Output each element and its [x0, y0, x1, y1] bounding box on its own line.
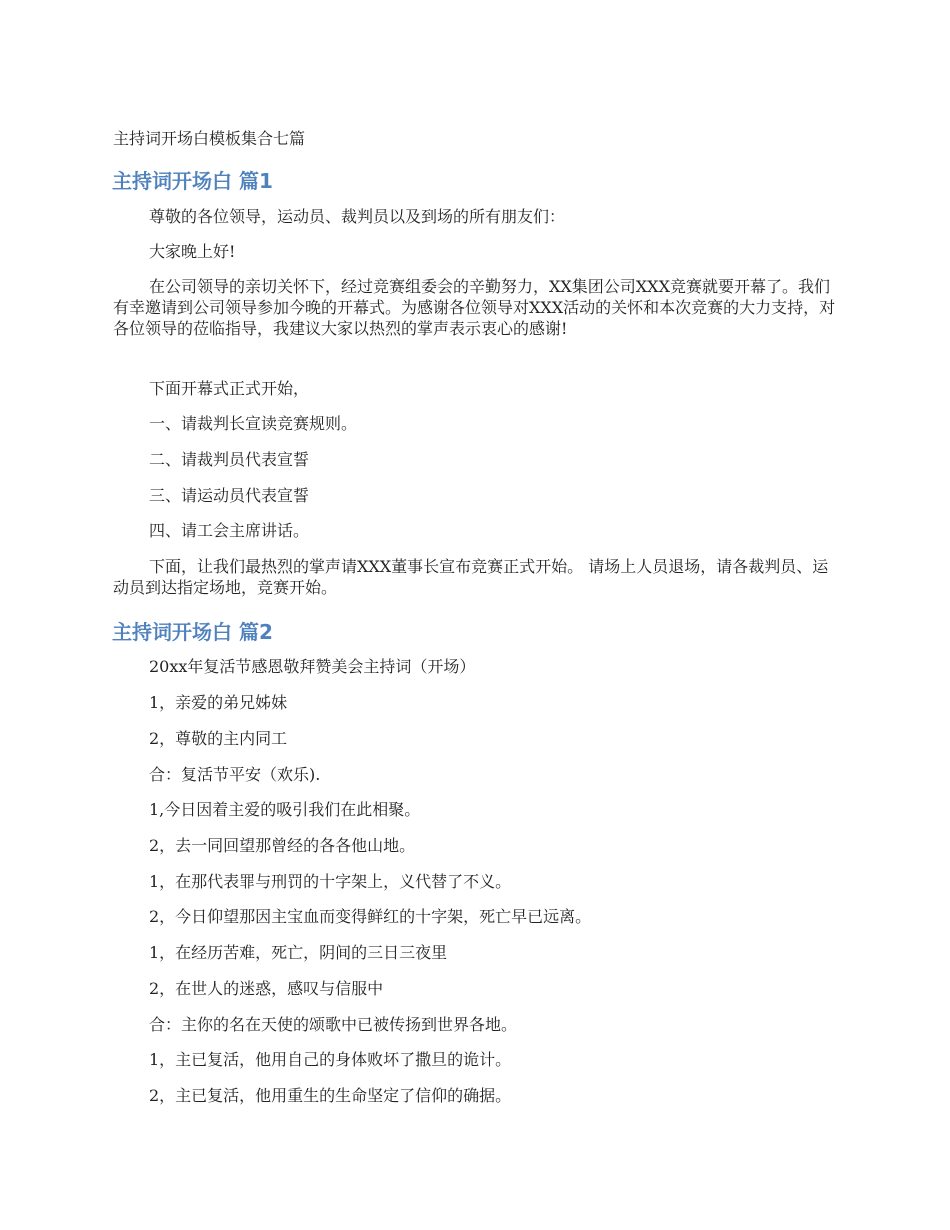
section-heading-2: 主持词开场白 篇2 [112, 620, 273, 644]
paragraph: 在公司领导的亲切关怀下，经过竞赛组委会的辛勤努力，XX集团公司XXX竞赛就要开幕了。我们有幸邀请到公司领导参加今晚的开幕式。为感谢各位领导对XXX活动的关怀和本次竞赛的大力支持，对各位领导的莅临指导，我建议大家以热烈的掌声表示衷心的感谢! [113, 277, 836, 338]
paragraph: 1，主已复活，他用自己的身体败坏了撒旦的诡计。 [149, 1050, 512, 1069]
paragraph: 下面开幕式正式开始， [149, 379, 310, 398]
paragraph: 二、请裁判员代表宣誓 [149, 450, 310, 469]
paragraph: 2，去一同回望那曾经的各各他山地。 [149, 836, 416, 855]
paragraph: 20xx年复活节感恩敬拜赞美会主持词（开场） [149, 657, 476, 676]
document-title: 主持词开场白模板集合七篇 [113, 129, 306, 148]
paragraph: 1,今日因着主爱的吸引我们在此相聚。 [149, 800, 421, 819]
paragraph: 2，今日仰望那因主宝血而变得鲜红的十字架，死亡早已远离。 [149, 907, 592, 926]
paragraph: 1，在那代表罪与刑罚的十字架上，义代替了不义。 [149, 872, 512, 891]
paragraph: 1，在经历苦难，死亡，阴间的三日三夜里 [149, 943, 448, 962]
paragraph: 一、请裁判长宣读竞赛规则。 [149, 414, 358, 433]
paragraph: 2，主已复活，他用重生的生命坚定了信仰的确据。 [149, 1086, 512, 1105]
paragraph: 尊敬的各位领导，运动员、裁判员以及到场的所有朋友们： [149, 207, 566, 226]
paragraph: 合：主你的名在天使的颂歌中已被传扬到世界各地。 [149, 1015, 518, 1034]
paragraph: 三、请运动员代表宣誓 [149, 486, 310, 505]
paragraph: 四、请工会主席讲话。 [149, 521, 310, 540]
paragraph: 下面，让我们最热烈的掌声请XXX董事长宣布竞赛正式开始。 请场上人员退场，请各裁判员、运动员到达指定场地，竞赛开始。 [113, 557, 829, 597]
paragraph: 合：复活节平安（欢乐). [149, 765, 321, 784]
paragraph: 2，尊敬的主内同工 [149, 729, 288, 748]
paragraph: 大家晚上好! [149, 242, 236, 261]
paragraph: 1，亲爱的弟兄姊妹 [149, 693, 288, 712]
paragraph: 2，在世人的迷惑，感叹与信服中 [149, 979, 384, 998]
section-heading-1: 主持词开场白 篇1 [112, 169, 273, 193]
